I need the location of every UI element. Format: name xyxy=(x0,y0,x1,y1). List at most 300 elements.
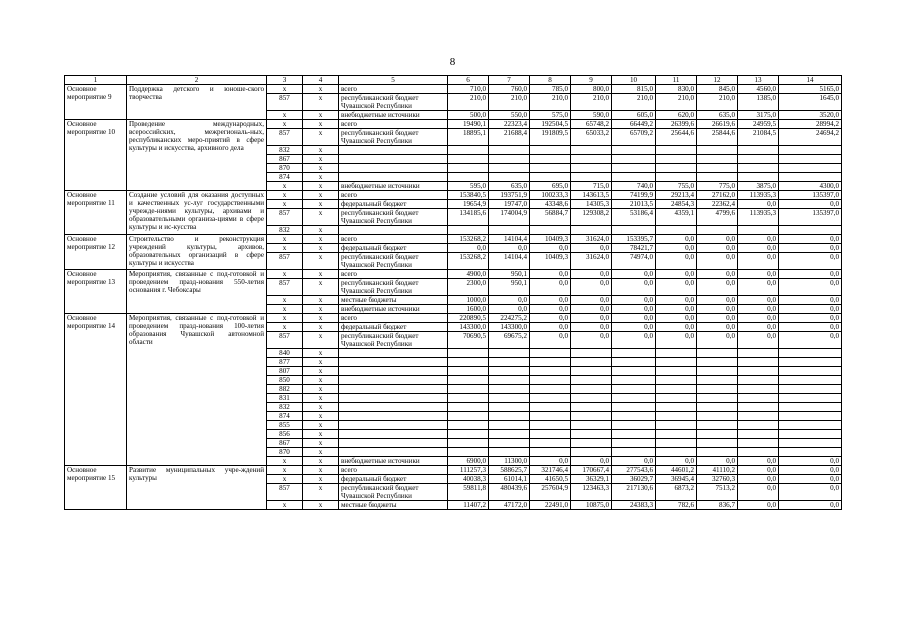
value-cell xyxy=(612,430,656,439)
value-cell xyxy=(779,403,842,412)
value-cell: 0,0 xyxy=(738,457,779,466)
value-cell xyxy=(738,358,779,367)
code-cell: x xyxy=(303,332,339,349)
value-cell xyxy=(612,358,656,367)
value-cell: 153840,5 xyxy=(448,191,489,200)
source-cell xyxy=(339,403,448,412)
value-cell: 0,0 xyxy=(612,457,656,466)
value-cell: 0,0 xyxy=(571,332,612,349)
value-cell: 0,0 xyxy=(779,244,842,253)
value-cell xyxy=(530,412,571,421)
value-cell xyxy=(448,164,489,173)
value-cell xyxy=(656,421,697,430)
value-cell: 0,0 xyxy=(571,305,612,314)
source-cell xyxy=(339,226,448,235)
source-cell xyxy=(339,173,448,182)
value-cell: 0,0 xyxy=(656,296,697,305)
code-cell: x xyxy=(303,85,339,94)
value-cell xyxy=(738,439,779,448)
value-cell: 26399,6 xyxy=(656,120,697,129)
value-cell: 113935,3 xyxy=(738,191,779,200)
value-cell xyxy=(489,376,530,385)
value-cell: 0,0 xyxy=(779,475,842,484)
value-cell xyxy=(530,349,571,358)
value-cell: 0,0 xyxy=(697,314,738,323)
value-cell: 0,0 xyxy=(738,332,779,349)
value-cell: 0,0 xyxy=(779,501,842,510)
value-cell: 4300,0 xyxy=(779,182,842,191)
table-row xyxy=(65,270,842,279)
value-cell: 41110,2 xyxy=(697,466,738,475)
value-cell: 21688,4 xyxy=(489,129,530,146)
value-cell: 0,0 xyxy=(571,244,612,253)
value-cell xyxy=(697,146,738,155)
code-cell: x xyxy=(267,235,303,244)
source-cell: федеральный бюджет xyxy=(339,200,448,209)
value-cell: 321746,4 xyxy=(530,466,571,475)
value-cell xyxy=(612,226,656,235)
value-cell xyxy=(779,155,842,164)
code-cell: x xyxy=(303,226,339,235)
code-cell: 832 xyxy=(267,403,303,412)
value-cell xyxy=(697,358,738,367)
value-cell: 740,0 xyxy=(612,182,656,191)
value-cell: 210,0 xyxy=(656,94,697,111)
value-cell: 0,0 xyxy=(656,305,697,314)
value-cell xyxy=(697,403,738,412)
value-cell: 170667,4 xyxy=(571,466,612,475)
value-cell: 588625,7 xyxy=(489,466,530,475)
value-cell xyxy=(530,146,571,155)
value-cell: 70690,5 xyxy=(448,332,489,349)
value-cell xyxy=(530,421,571,430)
value-cell xyxy=(779,412,842,421)
value-cell: 0,0 xyxy=(697,305,738,314)
source-cell: федеральный бюджет xyxy=(339,475,448,484)
code-cell: x xyxy=(303,448,339,457)
value-cell xyxy=(530,385,571,394)
code-cell: x xyxy=(303,244,339,253)
value-cell: 78421,7 xyxy=(612,244,656,253)
value-cell: 65033,2 xyxy=(571,129,612,146)
code-cell: x xyxy=(267,323,303,332)
source-cell xyxy=(339,412,448,421)
source-cell: республиканский бюджет Чувашской Республики xyxy=(339,129,448,146)
value-cell xyxy=(612,155,656,164)
value-cell xyxy=(656,164,697,173)
event-number-cell: Основное мероприятие 11 xyxy=(65,191,127,235)
code-cell: x xyxy=(303,296,339,305)
value-cell: 0,0 xyxy=(738,270,779,279)
value-cell xyxy=(697,448,738,457)
value-cell: 0,0 xyxy=(489,244,530,253)
source-cell: федеральный бюджет xyxy=(339,244,448,253)
value-cell: 5165,0 xyxy=(779,85,842,94)
value-cell: 0,0 xyxy=(779,314,842,323)
code-cell: x xyxy=(303,305,339,314)
value-cell xyxy=(530,358,571,367)
value-cell: 135397,0 xyxy=(779,209,842,226)
value-cell: 0,0 xyxy=(779,270,842,279)
code-cell: x xyxy=(303,279,339,296)
code-cell: x xyxy=(267,120,303,129)
code-cell: x xyxy=(303,235,339,244)
value-cell: 3875,0 xyxy=(738,182,779,191)
budget-table xyxy=(64,75,842,510)
value-cell xyxy=(656,155,697,164)
code-cell: 857 xyxy=(267,484,303,501)
value-cell: 210,0 xyxy=(489,94,530,111)
code-cell: x xyxy=(303,129,339,146)
value-cell xyxy=(697,164,738,173)
value-cell: 135397,0 xyxy=(779,191,842,200)
value-cell: 65709,2 xyxy=(612,129,656,146)
value-cell: 480439,6 xyxy=(489,484,530,501)
value-cell xyxy=(656,173,697,182)
value-cell: 4799,6 xyxy=(697,209,738,226)
value-cell xyxy=(448,421,489,430)
value-cell: 24694,2 xyxy=(779,129,842,146)
value-cell xyxy=(489,155,530,164)
value-cell xyxy=(571,173,612,182)
value-cell: 22362,4 xyxy=(697,200,738,209)
value-cell xyxy=(612,385,656,394)
value-cell: 0,0 xyxy=(738,305,779,314)
value-cell xyxy=(530,439,571,448)
value-cell: 0,0 xyxy=(530,323,571,332)
value-cell xyxy=(697,349,738,358)
value-cell xyxy=(612,349,656,358)
value-cell: 0,0 xyxy=(656,244,697,253)
value-cell: 143613,5 xyxy=(571,191,612,200)
code-cell: 857 xyxy=(267,94,303,111)
value-cell: 210,0 xyxy=(571,94,612,111)
code-cell: 874 xyxy=(267,173,303,182)
value-cell: 100233,3 xyxy=(530,191,571,200)
source-cell xyxy=(339,164,448,173)
value-cell xyxy=(656,376,697,385)
code-cell: 867 xyxy=(267,155,303,164)
value-cell: 153395,7 xyxy=(612,235,656,244)
table-row xyxy=(65,120,842,129)
value-cell: 40038,3 xyxy=(448,475,489,484)
value-cell: 0,0 xyxy=(738,200,779,209)
value-cell: 0,0 xyxy=(530,332,571,349)
value-cell: 10409,3 xyxy=(530,235,571,244)
value-cell xyxy=(448,394,489,403)
value-cell: 715,0 xyxy=(571,182,612,191)
value-cell xyxy=(656,394,697,403)
code-cell: 840 xyxy=(267,349,303,358)
value-cell: 113935,3 xyxy=(738,209,779,226)
value-cell: 0,0 xyxy=(530,244,571,253)
code-cell: x xyxy=(303,209,339,226)
value-cell xyxy=(612,439,656,448)
value-cell: 53186,4 xyxy=(612,209,656,226)
value-cell: 257604,9 xyxy=(530,484,571,501)
value-cell: 620,0 xyxy=(656,111,697,120)
code-cell: 870 xyxy=(267,448,303,457)
value-cell: 635,0 xyxy=(697,111,738,120)
code-cell: x xyxy=(303,412,339,421)
value-cell: 192504,5 xyxy=(530,120,571,129)
value-cell xyxy=(530,367,571,376)
code-cell: x xyxy=(303,94,339,111)
value-cell: 3520,0 xyxy=(779,111,842,120)
value-cell xyxy=(779,430,842,439)
header-cell: 12 xyxy=(697,76,738,85)
value-cell xyxy=(697,173,738,182)
value-cell: 0,0 xyxy=(656,457,697,466)
value-cell xyxy=(779,164,842,173)
value-cell: 590,0 xyxy=(571,111,612,120)
value-cell: 0,0 xyxy=(738,296,779,305)
value-cell xyxy=(448,155,489,164)
value-cell xyxy=(530,164,571,173)
value-cell: 36029,7 xyxy=(612,475,656,484)
value-cell: 10409,3 xyxy=(530,253,571,270)
source-cell: местные бюджеты xyxy=(339,296,448,305)
source-cell: всего xyxy=(339,466,448,475)
code-cell: 870 xyxy=(267,164,303,173)
value-cell: 785,0 xyxy=(530,85,571,94)
source-cell: республиканский бюджет Чувашской Республики xyxy=(339,484,448,501)
value-cell: 7513,2 xyxy=(697,484,738,501)
table-row xyxy=(65,314,842,323)
value-cell: 0,0 xyxy=(612,323,656,332)
header-cell: 11 xyxy=(656,76,697,85)
value-cell: 0,0 xyxy=(738,235,779,244)
value-cell: 0,0 xyxy=(612,305,656,314)
value-cell: 277543,6 xyxy=(612,466,656,475)
value-cell xyxy=(738,226,779,235)
table-row xyxy=(65,235,842,244)
code-cell: x xyxy=(303,323,339,332)
value-cell: 0,0 xyxy=(571,314,612,323)
value-cell: 0,0 xyxy=(656,332,697,349)
source-cell xyxy=(339,367,448,376)
value-cell xyxy=(489,358,530,367)
code-cell: x xyxy=(267,244,303,253)
value-cell: 0,0 xyxy=(779,200,842,209)
code-cell: x xyxy=(303,457,339,466)
code-cell: 857 xyxy=(267,129,303,146)
value-cell xyxy=(448,412,489,421)
value-cell: 0,0 xyxy=(738,475,779,484)
value-cell xyxy=(571,358,612,367)
value-cell: 32760,3 xyxy=(697,475,738,484)
code-cell: x xyxy=(303,191,339,200)
code-cell: x xyxy=(303,394,339,403)
value-cell: 0,0 xyxy=(697,332,738,349)
source-cell: всего xyxy=(339,191,448,200)
page-number: 8 xyxy=(449,56,456,68)
value-cell xyxy=(738,376,779,385)
value-cell: 153268,2 xyxy=(448,235,489,244)
value-cell: 0,0 xyxy=(530,305,571,314)
value-cell: 500,0 xyxy=(448,111,489,120)
value-cell: 6873,2 xyxy=(656,484,697,501)
value-cell: 25644,6 xyxy=(656,129,697,146)
value-cell xyxy=(656,385,697,394)
event-number-cell: Основное мероприятие 15 xyxy=(65,466,127,510)
header-cell: 4 xyxy=(303,76,339,85)
value-cell: 0,0 xyxy=(571,296,612,305)
value-cell: 28994,2 xyxy=(779,120,842,129)
value-cell: 123463,3 xyxy=(571,484,612,501)
value-cell xyxy=(738,367,779,376)
source-cell: внебюджетные источники xyxy=(339,182,448,191)
code-cell: 882 xyxy=(267,385,303,394)
value-cell: 0,0 xyxy=(738,244,779,253)
value-cell: 0,0 xyxy=(779,235,842,244)
value-cell: 43348,6 xyxy=(530,200,571,209)
value-cell: 0,0 xyxy=(779,323,842,332)
value-cell: 24854,3 xyxy=(656,200,697,209)
value-cell: 595,0 xyxy=(448,182,489,191)
value-cell xyxy=(530,173,571,182)
source-cell: внебюджетные источники xyxy=(339,111,448,120)
value-cell xyxy=(448,376,489,385)
value-cell xyxy=(448,173,489,182)
value-cell: 10875,0 xyxy=(571,501,612,510)
code-cell: x xyxy=(303,200,339,209)
value-cell: 220890,5 xyxy=(448,314,489,323)
value-cell: 4560,0 xyxy=(738,85,779,94)
value-cell xyxy=(779,385,842,394)
value-cell: 143300,0 xyxy=(489,323,530,332)
value-cell xyxy=(738,349,779,358)
value-cell xyxy=(612,164,656,173)
code-cell: x xyxy=(267,457,303,466)
value-cell xyxy=(656,403,697,412)
value-cell: 0,0 xyxy=(571,323,612,332)
code-cell: x xyxy=(303,385,339,394)
code-cell: 855 xyxy=(267,421,303,430)
value-cell: 14305,3 xyxy=(571,200,612,209)
value-cell: 800,0 xyxy=(571,85,612,94)
code-cell: 867 xyxy=(267,439,303,448)
value-cell xyxy=(612,367,656,376)
value-cell xyxy=(571,385,612,394)
table-row xyxy=(65,85,842,94)
value-cell xyxy=(612,403,656,412)
value-cell xyxy=(738,146,779,155)
value-cell xyxy=(779,394,842,403)
value-cell xyxy=(612,448,656,457)
value-cell xyxy=(571,403,612,412)
value-cell: 41650,5 xyxy=(530,475,571,484)
value-cell: 4359,1 xyxy=(656,209,697,226)
value-cell: 31624,0 xyxy=(571,253,612,270)
value-cell xyxy=(448,226,489,235)
value-cell: 36945,4 xyxy=(656,475,697,484)
code-cell: x xyxy=(267,191,303,200)
value-cell xyxy=(697,421,738,430)
value-cell: 0,0 xyxy=(656,323,697,332)
value-cell xyxy=(656,412,697,421)
value-cell xyxy=(448,403,489,412)
value-cell xyxy=(489,173,530,182)
value-cell: 755,0 xyxy=(656,182,697,191)
value-cell: 950,1 xyxy=(489,270,530,279)
value-cell: 0,0 xyxy=(779,457,842,466)
value-cell xyxy=(612,146,656,155)
source-cell xyxy=(339,358,448,367)
code-cell: 850 xyxy=(267,376,303,385)
value-cell: 775,0 xyxy=(697,182,738,191)
event-name-cell: Проведение международных, всероссийских, межрегиональ-ных, республиканских меро-приятий в сфере культуры и искусства, архивного дела xyxy=(127,120,267,191)
source-cell: республиканский бюджет Чувашской Республики xyxy=(339,279,448,296)
value-cell: 0,0 xyxy=(656,314,697,323)
source-cell xyxy=(339,439,448,448)
code-cell: x xyxy=(267,111,303,120)
header-cell: 13 xyxy=(738,76,779,85)
value-cell xyxy=(571,448,612,457)
value-cell: 830,0 xyxy=(656,85,697,94)
event-number-cell: Основное мероприятие 10 xyxy=(65,120,127,191)
value-cell xyxy=(448,146,489,155)
value-cell xyxy=(489,349,530,358)
value-cell: 210,0 xyxy=(697,94,738,111)
value-cell: 0,0 xyxy=(612,314,656,323)
code-cell: x xyxy=(267,466,303,475)
code-cell: x xyxy=(267,501,303,510)
value-cell xyxy=(779,448,842,457)
code-cell: x xyxy=(303,403,339,412)
value-cell: 0,0 xyxy=(656,270,697,279)
code-cell: x xyxy=(303,376,339,385)
event-number-cell: Основное мероприятие 12 xyxy=(65,235,127,270)
value-cell: 19490,1 xyxy=(448,120,489,129)
value-cell: 0,0 xyxy=(612,296,656,305)
value-cell: 0,0 xyxy=(489,296,530,305)
code-cell: x xyxy=(267,314,303,323)
value-cell xyxy=(656,358,697,367)
value-cell: 0,0 xyxy=(571,279,612,296)
value-cell: 710,0 xyxy=(448,85,489,94)
value-cell xyxy=(448,430,489,439)
value-cell xyxy=(697,155,738,164)
value-cell xyxy=(697,376,738,385)
code-cell: x xyxy=(267,296,303,305)
value-cell: 31624,0 xyxy=(571,235,612,244)
value-cell: 0,0 xyxy=(571,457,612,466)
value-cell xyxy=(612,421,656,430)
value-cell xyxy=(612,412,656,421)
code-cell: 877 xyxy=(267,358,303,367)
value-cell: 191809,5 xyxy=(530,129,571,146)
source-cell: республиканский бюджет Чувашской Республики xyxy=(339,94,448,111)
value-cell: 19747,0 xyxy=(489,200,530,209)
value-cell xyxy=(738,430,779,439)
value-cell: 21013,5 xyxy=(612,200,656,209)
value-cell: 217130,6 xyxy=(612,484,656,501)
value-cell xyxy=(779,173,842,182)
code-cell: x xyxy=(303,358,339,367)
value-cell xyxy=(448,439,489,448)
value-cell: 0,0 xyxy=(779,296,842,305)
value-cell: 0,0 xyxy=(571,270,612,279)
value-cell: 1645,0 xyxy=(779,94,842,111)
value-cell xyxy=(779,376,842,385)
value-cell: 56884,7 xyxy=(530,209,571,226)
value-cell: 18895,1 xyxy=(448,129,489,146)
source-cell: федеральный бюджет xyxy=(339,323,448,332)
value-cell: 129308,2 xyxy=(571,209,612,226)
value-cell: 0,0 xyxy=(530,270,571,279)
value-cell: 0,0 xyxy=(530,314,571,323)
